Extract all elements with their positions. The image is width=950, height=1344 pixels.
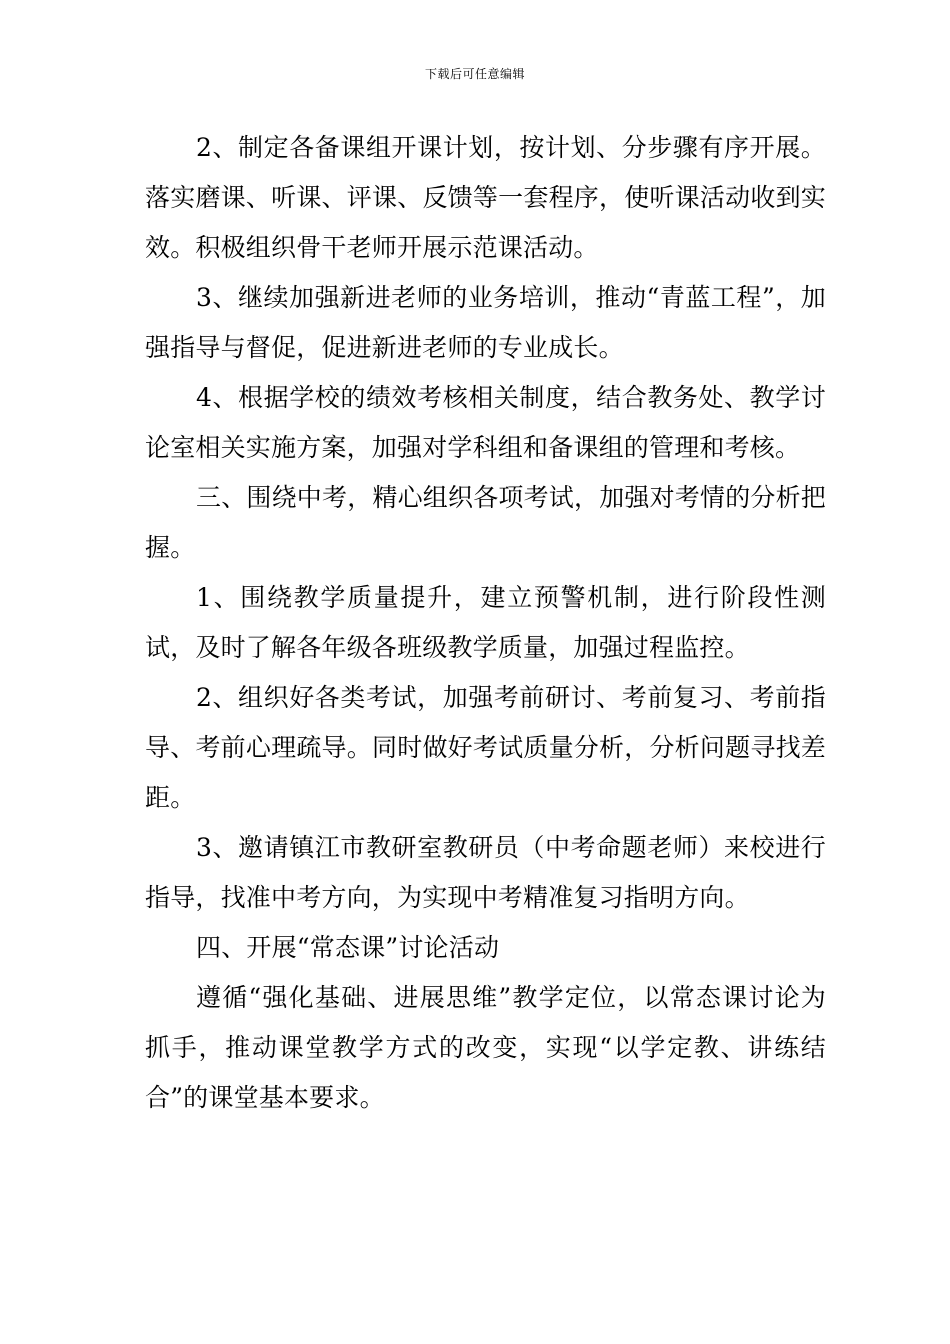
section-heading: 四、开展“常态课”讨论活动 [196, 933, 500, 962]
paragraph: 2、制定各备课组开课计划，按计划、分步骤有序开展。落实磨课、听课、评课、反馈等一套程序，使听课活动收到实效。积极组织骨干老师开展示范课活动。 [145, 133, 826, 262]
paragraph: 4、根据学校的绩效考核相关制度，结合教务处、教学讨论室相关实施方案，加强对学科组和备课组的管理和考核。 [145, 383, 826, 462]
page-header: 下载后可任意编辑 [424, 67, 525, 81]
paragraph: 1、围绕教学质量提升，建立预警机制，进行阶段性测试，及时了解各年级各班级教学质量，加强过程监控。 [145, 583, 826, 662]
document-body [145, 123, 826, 1123]
paragraph: 遵循“强化基础、进展思维”教学定位，以常态课讨论为抓手，推动课堂教学方式的改变，实现“以学定教、讲练结合”的课堂基本要求。 [145, 983, 826, 1112]
paragraph: 2、组织好各类考试，加强考前研讨、考前复习、考前指导、考前心理疏导。同时做好考试质量分析，分析问题寻找差距。 [145, 683, 826, 812]
paragraph: 3、继续加强新进老师的业务培训，推动“青蓝工程”，加强指导与督促，促进新进老师的专业成长。 [145, 283, 826, 362]
section-heading: 三、围绕中考，精心组织各项考试，加强对考情的分析把握。 [145, 483, 827, 562]
paragraph: 3、邀请镇江市教研室教研员（中考命题老师）来校进行指导，找准中考方向，为实现中考精准复习指明方向。 [145, 833, 826, 912]
